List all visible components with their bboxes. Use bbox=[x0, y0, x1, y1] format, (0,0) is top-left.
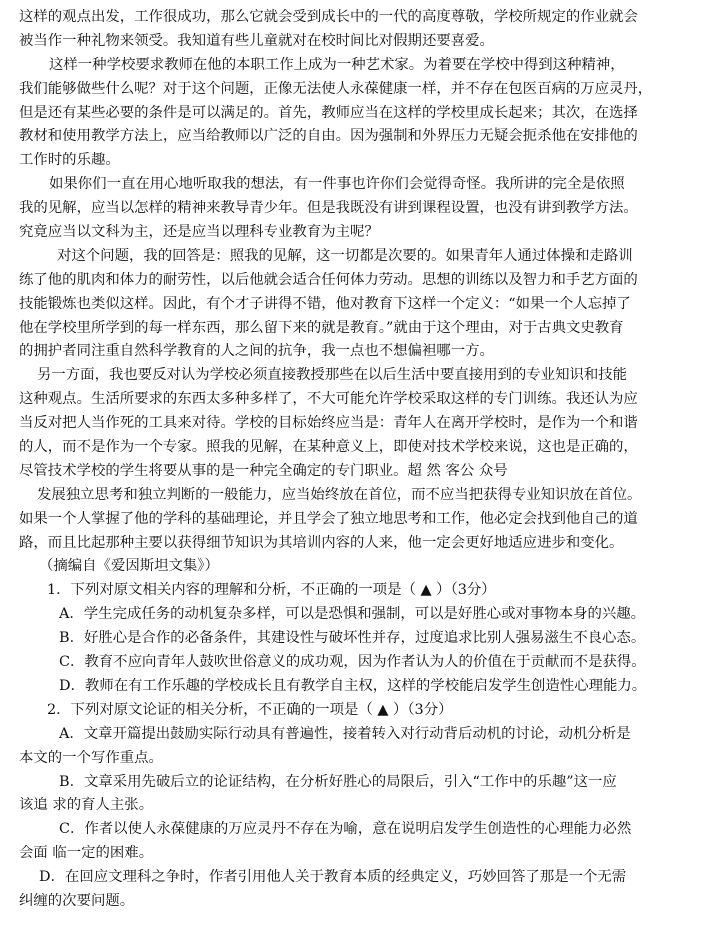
text-line: 对这个问题，我的回答是：照我的见解，这一切都是次要的。如果青年人通过体操和走路训 bbox=[57, 247, 633, 264]
text-line: 我的见解，应当以怎样的精神来教导青少年。但是我既没有讲到课程设置，也没有讲到教学方法。 bbox=[19, 200, 638, 217]
source-attribution: （摘编自《爱因斯坦文集》） bbox=[39, 558, 219, 575]
question-2-option-a-cont: 本文的一个写作重点。 bbox=[19, 749, 163, 766]
question-2-option-c-cont: 会面 临一定的困难。 bbox=[19, 845, 154, 862]
text-line: 发展独立思考和独立判断的一般能力，应当始终放在首位，而不应当把获得专业知识放在首位。 bbox=[37, 486, 642, 503]
question-1-option-c: C．教育不应向青年人鼓吹世俗意义的成功观，因为作者认为人的价值在于贡献而不是获得。 bbox=[59, 654, 646, 671]
question-2-stem: 2．下列对原文论证的相关分析，不正确的一项是（ ▲ ）（3分） bbox=[47, 701, 453, 718]
text-line: 路，而且比起那种主要以获得细节知识为其培训内容的人来，他一定会更好地适应进步和变化。 bbox=[19, 534, 624, 551]
question-2-option-d-cont: 纠缠的次要问题。 bbox=[19, 892, 135, 909]
question-2-option-b: B．文章采用先破后立的论证结构，在分析好胜心的局限后，引入“工作中的乐趣”这一应 bbox=[59, 773, 617, 790]
text-line: 这种观点。生活所要求的东西太多种多样了，不大可能允许学校采取这样的专门训练。我还认为应 bbox=[19, 391, 638, 408]
text-line: 这样一种学校要求教师在他的本职工作上成为一种艺术家。为着要在学校中得到这种精神， bbox=[49, 56, 625, 73]
text-line: 教材和使用教学方法上，应当给教师以广泛的自由。因为强制和外界压力无疑会扼杀他在安排他的 bbox=[19, 128, 638, 145]
text-line: 工作时的乐趣。 bbox=[19, 152, 120, 169]
text-line: 究竟应当以文科为主，还是应当以理科专业教育为主呢？ bbox=[19, 224, 379, 241]
question-1-stem: 1．下列对原文相关内容的理解和分析，不正确的一项是（ ▲ ）（3分） bbox=[47, 582, 496, 599]
text-line: 当反对把人当作死的工具来对待。学校的目标始终应当是：青年人在离开学校时，是作为一个和谐 bbox=[19, 415, 638, 432]
text-line: 如果一个人掌握了他的学科的基础理论，并且学会了独立地思考和工作，他必定会找到他自己的道 bbox=[19, 510, 638, 527]
text-line: 如果你们一直在用心地听取我的想法，有一件事也许你们会觉得奇怪。我所讲的完全是依照 bbox=[49, 176, 625, 193]
text-line: 他在学校里所学到的每一样东西，那么留下来的就是教育。”就由于这个理由，对于古典文史教育 bbox=[19, 319, 624, 336]
text-line: 但是还有某些必要的条件是可以满足的。首先，教师应当在这样的学校里成长起来；其次，在选择 bbox=[19, 104, 638, 121]
question-1-option-d: D．教师在有工作乐趣的学校成长且有教学自主权，这样的学校能启发学生创造性心理能力。 bbox=[59, 677, 647, 694]
text-line: 另一方面，我也要反对认为学校必须直接教授那些在以后生活中要直接用到的专业知识和技能 bbox=[37, 367, 628, 384]
text-line: 尽管技术学校的学生将要从事的是一种完全确定的专门职业。超 然 客公 众号 bbox=[19, 462, 508, 479]
question-1-option-b: B．好胜心是合作的必备条件，其建设性与破坏性并存，过度追求比别人强易滋生不良心态。 bbox=[59, 630, 646, 647]
text-line: 的人，而不是作为一个专家。照我的见解，在某种意义上，即使对技术学校来说，这也是正确的， bbox=[19, 439, 638, 456]
question-2-option-c: C．作者以使人永葆健康的万应灵丹不存在为喻，意在说明启发学生创造性的心理能力必然 bbox=[59, 821, 632, 838]
text-line: 我们能够做些什么呢？对于这个问题，正像无法使人永葆健康一样，并不存在包医百病的万应灵丹， bbox=[19, 80, 653, 97]
question-1-option-a: A．学生完成任务的动机复杂多样，可以是恐惧和强制，可以是好胜心或对事物本身的兴趣。 bbox=[59, 606, 646, 623]
question-2-option-b-cont: 该追 求的育人主张。 bbox=[19, 797, 154, 814]
text-line: 被当作一种礼物来领受。我知道有些儿童就对在校时间比对假期还要喜爱。 bbox=[19, 32, 494, 49]
question-2-option-d: D．在回应文理科之争时，作者引用他人关于教育本质的经典定义，巧妙回答了那是一个无需 bbox=[39, 869, 627, 886]
text-line: 技能锻炼也类似这样。因此，有个才子讲得不错，他对教育下这样一个定义：“如果一个人忘掉了 bbox=[19, 295, 631, 312]
text-line: 这样的观点出发，工作很成功，那么它就会受到成长中的一代的高度尊敬，学校所规定的作业就会 bbox=[19, 9, 638, 25]
question-2-option-a: A．文章开篇提出鼓励实际行动具有普遍性，接着转入对行动背后动机的讨论，动机分析是 bbox=[59, 725, 631, 742]
text-line: 练了他的肌肉和体力的耐劳性，以后他就会适合任何体力劳动。思想的训练以及智力和手艺方面的 bbox=[19, 271, 638, 288]
text-line: 的拥护者同注重自然科学教育的人之间的抗争，我一点也不想偏袒哪一方。 bbox=[19, 343, 494, 360]
